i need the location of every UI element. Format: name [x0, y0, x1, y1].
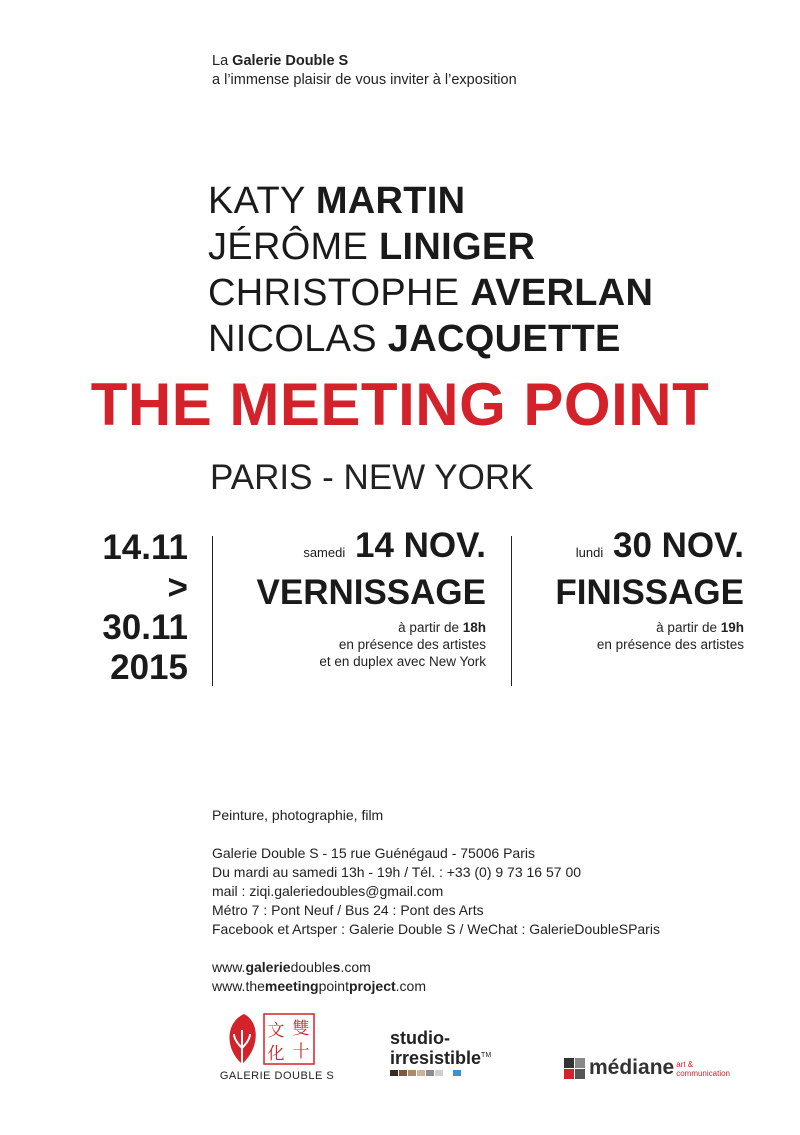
artist-name: CHRISTOPHE AVERLAN	[208, 272, 654, 314]
gallery-name: Galerie Double S	[232, 53, 349, 69]
mediane-sub-2: communication	[676, 1069, 731, 1078]
finissage-note-1: en présence des artistes	[596, 637, 744, 652]
leaf-seal-icon	[212, 1008, 342, 1070]
intro-text	[212, 52, 517, 90]
website-link-project[interactable]: www.themeetingpointproject.com	[212, 978, 426, 994]
opening-hours: Du mardi au samedi 13h - 19h / Tél. : +33 (0) 9 73 16 57 00	[212, 864, 582, 880]
vernissage-day: samedi	[303, 545, 346, 560]
color-swatches	[390, 1070, 491, 1076]
vernissage-time: à partir de 18h	[398, 620, 486, 635]
website-link-gallery[interactable]: www.galeriedoubles.com	[212, 959, 371, 975]
studio-logo	[390, 1030, 491, 1076]
vernissage-note-1: en présence des artistes	[338, 637, 486, 652]
date-year: 2015	[110, 648, 188, 687]
seal-char: 雙	[292, 1019, 310, 1039]
finissage-label: FINISSAGE	[555, 573, 744, 612]
mediane-logo	[564, 1056, 730, 1080]
artist-name: NICOLAS JACQUETTE	[208, 318, 621, 360]
vernissage-block	[257, 526, 487, 670]
date-start: 14.11	[102, 528, 188, 567]
vernissage-note-2: et en duplex avec New York	[319, 654, 486, 669]
exhibition-title: THE MEETING POINT	[90, 371, 710, 438]
mediane-sub-1: art &	[676, 1060, 694, 1069]
date-range	[102, 528, 188, 688]
vernissage-label: VERNISSAGE	[256, 573, 486, 612]
finissage-block	[555, 526, 744, 653]
seal-char: 文	[267, 1021, 285, 1041]
vernissage-date: 14 NOV.	[354, 526, 486, 565]
studio-name-line1: studio-	[390, 1028, 450, 1048]
email[interactable]: mail : ziqi.galeriedoubles@gmail.com	[212, 883, 444, 899]
date-end: 30.11	[102, 608, 188, 647]
seal-char: 十	[292, 1042, 310, 1062]
date-separator: >	[167, 568, 188, 607]
intro-line-2: a l’immense plaisir de vous inviter à l’exposition	[212, 72, 517, 88]
finissage-date: 30 NOV.	[612, 526, 744, 565]
divider-line	[511, 536, 512, 686]
social: Facebook et Artsper : Galerie Double S / WeChat : GalerieDoubleSParis	[212, 921, 660, 937]
gallery-logo-text: GALERIE DOUBLE S	[219, 1070, 335, 1082]
finissage-day: lundi	[575, 545, 604, 560]
websites	[212, 958, 426, 996]
gallery-details	[212, 806, 660, 939]
artist-list	[208, 178, 653, 362]
address: Galerie Double S - 15 rue Guénégaud - 75006 Paris	[212, 845, 535, 861]
exhibition-subtitle: PARIS - NEW YORK	[210, 458, 534, 497]
artist-name: KATY MARTIN	[208, 180, 466, 222]
trademark: TM	[481, 1052, 492, 1059]
artist-name: JÉRÔME LINIGER	[208, 226, 536, 268]
intro-line-1: La Galerie Double S	[212, 53, 349, 69]
mediums: Peinture, photographie, film	[212, 807, 384, 823]
seal-char: 化	[267, 1044, 285, 1064]
transport: Métro 7 : Pont Neuf / Bus 24 : Pont des Arts	[212, 902, 484, 918]
squares-icon	[564, 1058, 586, 1080]
divider-line	[212, 536, 213, 686]
mediane-name: médiane	[589, 1056, 675, 1079]
studio-name-line2: irresistible	[390, 1048, 482, 1068]
finissage-time: à partir de 19h	[656, 620, 744, 635]
